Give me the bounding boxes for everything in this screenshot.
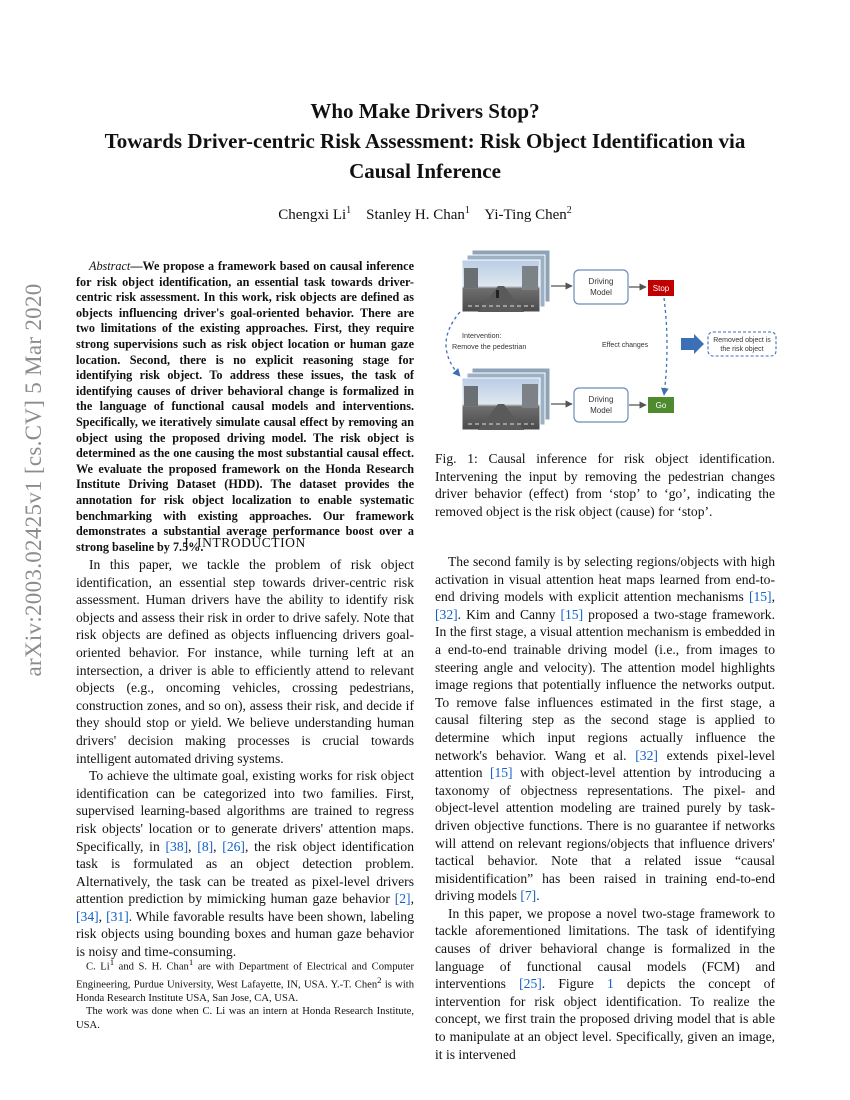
introduction-body [76,556,414,961]
driving-model-box-bottom [574,388,628,422]
paragraph: In this paper, we tackle the problem of risk object identification, an essential step towards driver-centric risk assessment. Human drivers have the ability to identify risk objects and assess their risk in order to drive safely. Note that risk objects are defined as objects influencing drivers goal-oriented behavior. For instance, while turning left at an intersection, a driver is able to efficiently attend to relevant objects (e.g., oncoming vehicles, crossing pedestrians, construction zones, and so on), assess their risk, and decide if they should stop or yield. We believe understanding human drivers' decision making processes is crucial towards intelligent automated driving systems. [76,557,414,766]
citation-link[interactable]: [26] [222,838,245,854]
citation-link[interactable]: [15] [560,606,584,622]
citation-link[interactable]: [15] [489,765,513,781]
svg-text:Removed object is: Removed object is [713,337,771,344]
effect-arrow [664,298,667,395]
driving-model-box-top [574,270,628,304]
figure-diagram [438,246,778,446]
citation-link[interactable]: [32] [635,747,658,763]
footnote-internship: The work was done when C. Li was an intern at Honda Research Institute, USA. [76,1006,414,1031]
citation-link[interactable]: [38] [165,838,189,854]
paragraph: In this paper, we propose a novel two-stage framework to tackle aforementioned limitations. The task of identifying causes of driver behavioral change is formalized in the language of functional causal models (FCM) and interventions [25]. Figure 1 depicts the concept of intervention for risk object identification. To realize the concept, we first train the proposed driving model that is able to manipulate at an object level. Specifically, given an image, it is intervened [435,905,776,1062]
section-heading: I. INTRODUCTION [184,535,306,550]
abstract-body: We propose a framework based on causal inference for risk object identification, an essential task towards driver-centric risk assessment. In this work, risk objects are defined as objects influencing driver's goal-oriented behavior. There are two limitations of the existing approaches. First, they require strong supervisions such as risk object location or human gaze location. Second, there is no explicit reasoning stage for identifying risk object. To address these issues, the task of identifying causes of driver behavioral change is formalized in the language of functional causal models and interventions. Specifically, we iteratively simulate causal effect by removing an object using the proposed driving model. The risk object is determined as the one causing the most substantial causal effect. We evaluate the proposed framework on the Honda Research Institute Driving Dataset (HDD). The dataset provides the annotation for risk object localization to enable systematic benchmarking with existing approaches. Our framework demonstrates a substantial average performance boost over a strong baseline by 7.5%. [76,259,414,554]
citation-link[interactable]: [2] [394,891,411,907]
footnote [76,956,414,1032]
author-list [0,201,850,225]
svg-text:Model: Model [590,406,612,415]
effect-label: Effect changes [602,342,649,349]
title-line-1: Who Make Drivers Stop? [310,99,540,123]
abstract-lead: Abstract [89,259,131,273]
citation-link[interactable]: [7] [520,888,537,904]
svg-text:Stop: Stop [652,284,670,293]
removed-object-box [708,332,776,356]
stop-output-box [648,280,674,296]
paragraph: The second family is by selecting regions/objects with high activation in visual attention heat maps learned from end-to-end driving models with explicit attention mechanisms [15], [32]. Kim and Canny [15] proposed a two-stage framework. In the first stage, a visual attention mechanism is embedded in a end-to-end trainable driving model (i.e., from images to steering angle and velocity). The attention model highlights image regions that potentially influence the networks output. To remove false influences estimated in the first stage, a causal filtering step as the second stage is applied to determine which input regions actually influence the network's behavior. Wang et al. [32] extends pixel-level attention [15] with object-level attention by introducing a taxonomy of objectness representations. The pixel- and object-level attention modeling are trained purely by task-driven objective functions. There is no guarantee if networks will attend on relevant regions/objects that influence drivers' tactical behavior. Note that a related issue “causal misidentification” has been raised in training end-to-end driving models [7]. [435,554,776,904]
author-name: Yi-Ting Chen [484,207,567,223]
citation-link[interactable]: [25] [519,976,542,992]
citation-link[interactable]: [31] [106,908,129,924]
citation-link[interactable]: [32] [435,606,458,622]
svg-text:Go: Go [655,401,667,410]
intervention-label: Intervention: [462,331,502,340]
author-affiliation: 1 [346,205,352,216]
citation-link[interactable]: [8] [197,838,214,854]
conclusion-arrow [681,334,704,354]
author-affiliation: 1 [464,205,470,216]
footnote-affiliations: C. Li$^1$ and S. H. Chan$^1$ are with Department of Electrical and Computer Engineering, Purdue University, West Lafayette, IN, USA. Y.-T. Chen$^2$ is with Honda Research Institute USA, San Jose, CA, USA. [76,957,414,1004]
svg-text:Driving: Driving [588,277,614,286]
abstract [76,259,414,555]
figure-link[interactable]: 1 [606,976,614,992]
input-image-stack-bottom [462,368,550,430]
caption-text: Fig. 1: Causal inference for risk object identification. Intervening the input by removing the pedestrian changes driver behavior (effect) from ‘stop’ to ‘go’, indicating the removed object is the risk object (cause) for ‘stop’. [435,451,775,519]
title-line-2: Towards Driver-centric Risk Assessment: Risk Object Identification via [104,129,746,153]
citation-link[interactable]: [15] [748,589,772,605]
pedestrian-figure [496,290,499,298]
svg-text:Model: Model [590,288,612,297]
citation-link[interactable]: [34] [76,908,99,924]
intervention-label-2: Remove the pedestrian [452,342,527,351]
arxiv-stamp-text: arXiv:2003.02425v1 [cs.CV] 5 Mar 2020 [21,283,46,677]
paragraph: To achieve the ultimate goal, existing works for risk object identification can be categorized into two families. First, supervised learning-based algorithms are trained to regress risk objects' location or to generate drivers' attention maps. Specifically, in [38], [8], [26], the risk object identification task is formulated as an object detection problem. Alternatively, the task can be treated as pixel-level drivers attention prediction by mimicking human gaze behavior [2], [34], [31]. While favorable results have been shown, labeling risk objects using bounding boxes and human gaze behavior is noisy and time-consuming. [76,768,415,960]
svg-text:the risk object: the risk object [720,346,764,353]
figure-1 [438,246,778,446]
go-output-box [648,397,674,413]
input-image-stack-top [462,250,550,312]
author-affiliation: 2 [566,205,572,216]
title-line-3: Causal Inference [349,159,501,183]
abstract-dash: — [130,259,143,273]
author-name: Chengxi Li [278,207,347,223]
paper-title [70,96,780,186]
right-column-body [435,553,775,1063]
arxiv-stamp [6,283,62,677]
author-name: Stanley H. Chan [366,207,465,223]
svg-text:Driving: Driving [588,395,614,404]
figure-caption [435,450,775,520]
